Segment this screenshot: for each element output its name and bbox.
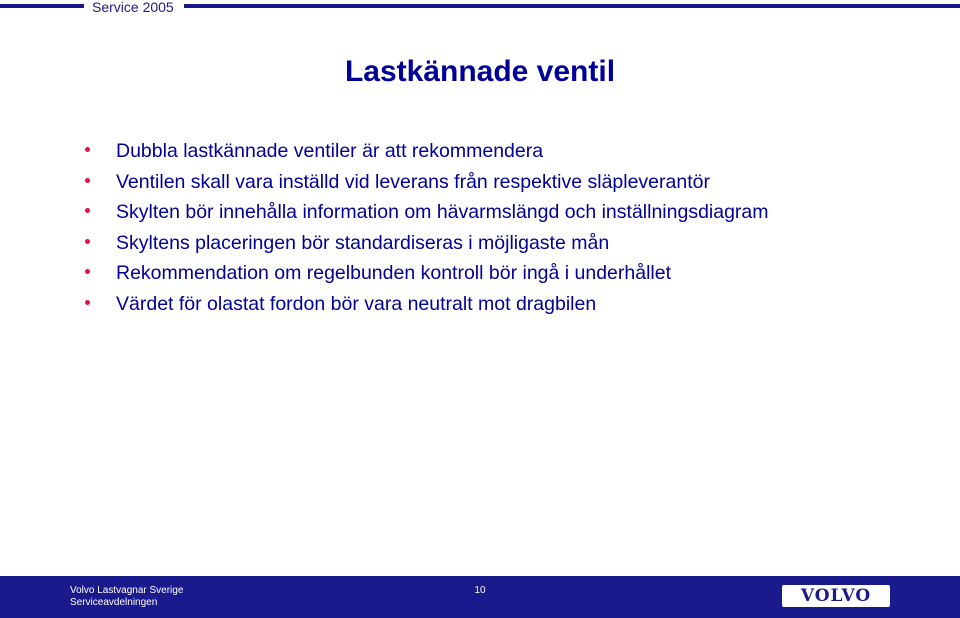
footer-bar <box>0 576 960 618</box>
header-label: Service 2005 <box>92 0 174 15</box>
top-rule-left <box>0 4 84 8</box>
footer-company: Volvo Lastvagnar Sverige <box>70 585 184 596</box>
page-number: 10 <box>474 585 486 596</box>
bullet-item <box>84 258 769 289</box>
bullet-dot-icon <box>85 208 90 213</box>
bullet-item <box>84 289 769 320</box>
bullet-text: Ventilen skall vara inställd vid leverans från respektive släpleverantör <box>116 170 710 193</box>
bullet-text: Värdet för olastat fordon bör vara neutralt mot dragbilen <box>116 292 597 315</box>
bullet-item <box>84 228 769 259</box>
bullet-text: Rekommendation om regelbunden kontroll bör ingå i underhållet <box>116 262 672 285</box>
bullet-item <box>84 136 769 167</box>
bullet-item <box>84 167 769 198</box>
top-rule-right <box>184 4 960 8</box>
bullet-text: Skyltens placeringen bör standardiseras i möjligaste mån <box>116 231 610 254</box>
bullet-text: Skylten bör innehålla information om hävarmslängd och inställningsdiagram <box>116 201 769 224</box>
bullet-list <box>84 136 769 320</box>
bullet-dot-icon <box>85 269 90 274</box>
bullet-dot-icon <box>85 147 90 152</box>
volvo-logo-text: VOLVO <box>800 586 872 606</box>
bullet-item <box>84 197 769 228</box>
footer-department: Serviceavdelningen <box>70 597 158 608</box>
bullet-text: Dubbla lastkännade ventiler är att rekommendera <box>116 140 544 162</box>
bullet-dot-icon <box>85 239 90 244</box>
bullet-dot-icon <box>85 178 90 183</box>
slide-title: Lastkännade ventil <box>344 55 616 88</box>
volvo-logo <box>782 585 890 607</box>
bullet-dot-icon <box>85 300 90 305</box>
